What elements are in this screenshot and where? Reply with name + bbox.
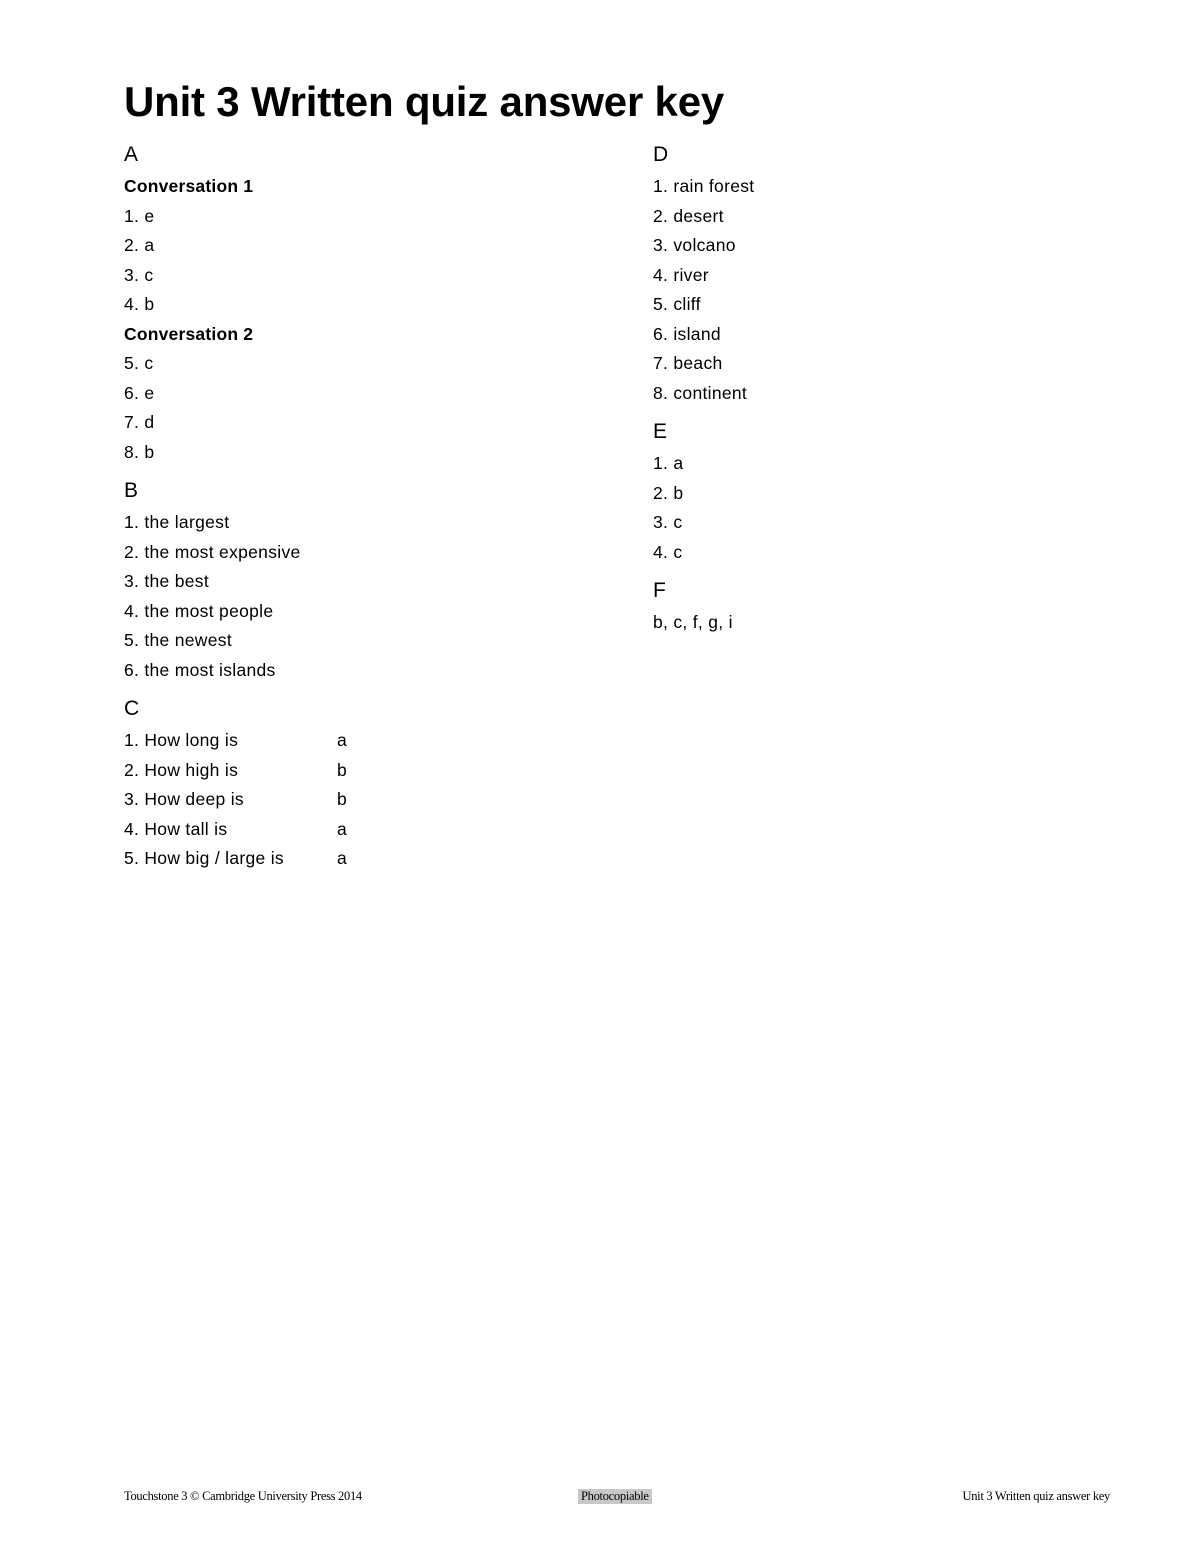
answer-item: 3. the best [124, 571, 210, 591]
section-e [653, 417, 1073, 567]
section-c [124, 694, 604, 874]
answer-item: 6. island [653, 323, 721, 344]
answer-item: 3. c [124, 264, 154, 285]
answer-letter: a [337, 730, 348, 750]
section-d [653, 140, 1073, 408]
question-text: 4. How tall is [124, 818, 228, 839]
section-a [124, 140, 604, 467]
answer-item: 4. river [653, 264, 709, 285]
answer-row [124, 726, 604, 756]
answer-item: 2. the most expensive [124, 541, 301, 562]
question-text: 3. How deep is [124, 789, 244, 809]
answer-item: 5. c [124, 353, 154, 373]
answer-letter: b [337, 759, 348, 780]
answer-letter: a [337, 848, 348, 868]
answer-item: 2. desert [653, 205, 724, 226]
footer-copyright: Touchstone 3 © Cambridge University Press 2014 [124, 1489, 362, 1503]
section-letter-a: A [124, 143, 139, 166]
question-text: 1. How long is [124, 730, 239, 750]
answer-item: 2. a [124, 235, 155, 255]
answer-item: 5. the newest [124, 630, 232, 650]
answer-row [124, 756, 604, 786]
answer-item: 4. b [124, 294, 155, 314]
answer-item: 8. continent [653, 382, 748, 403]
answer-item: 1. a [653, 453, 684, 473]
conversation-1-heading: Conversation 1 [124, 176, 254, 196]
section-letter-e: E [653, 420, 668, 443]
answer-item: 1. the largest [124, 512, 230, 532]
question-text: 5. How big / large is [124, 848, 284, 868]
answer-item: 7. d [124, 412, 155, 432]
question-text: 2. How high is [124, 759, 239, 780]
answer-item: 1. rain forest [653, 176, 755, 196]
answer-item: 2. b [653, 482, 684, 503]
answer-item: 5. cliff [653, 294, 701, 314]
answer-row [124, 844, 604, 874]
page-footer [0, 1489, 1200, 1509]
footer-photocopiable-label: Photocopiable [578, 1489, 652, 1504]
right-column [653, 140, 1073, 647]
left-column [124, 140, 604, 883]
answer-item: 8. b [124, 441, 155, 462]
section-b [124, 476, 604, 685]
answer-row [124, 785, 604, 815]
answer-item: 4. the most people [124, 600, 274, 621]
answer-item: 3. volcano [653, 235, 736, 255]
answer-item: 1. e [124, 205, 155, 226]
answer-item: 6. the most islands [124, 659, 276, 680]
footer-doc-title: Unit 3 Written quiz answer key [962, 1489, 1110, 1503]
section-f [653, 576, 1073, 638]
answer-item: 3. c [653, 512, 683, 532]
conversation-2-heading: Conversation 2 [124, 323, 254, 344]
section-letter-b: B [124, 479, 139, 502]
answer-item: 6. e [124, 382, 155, 403]
answer-row [124, 815, 604, 845]
answer-item: b, c, f, g, i [653, 612, 733, 632]
answer-item: 4. c [653, 541, 683, 562]
page-title: Unit 3 Written quiz answer key [124, 78, 725, 125]
section-letter-d: D [653, 143, 669, 166]
section-letter-c: C [124, 697, 140, 720]
answer-letter: a [337, 818, 348, 839]
answer-item: 7. beach [653, 353, 723, 373]
answer-letter: b [337, 789, 348, 809]
section-letter-f: F [653, 579, 666, 602]
